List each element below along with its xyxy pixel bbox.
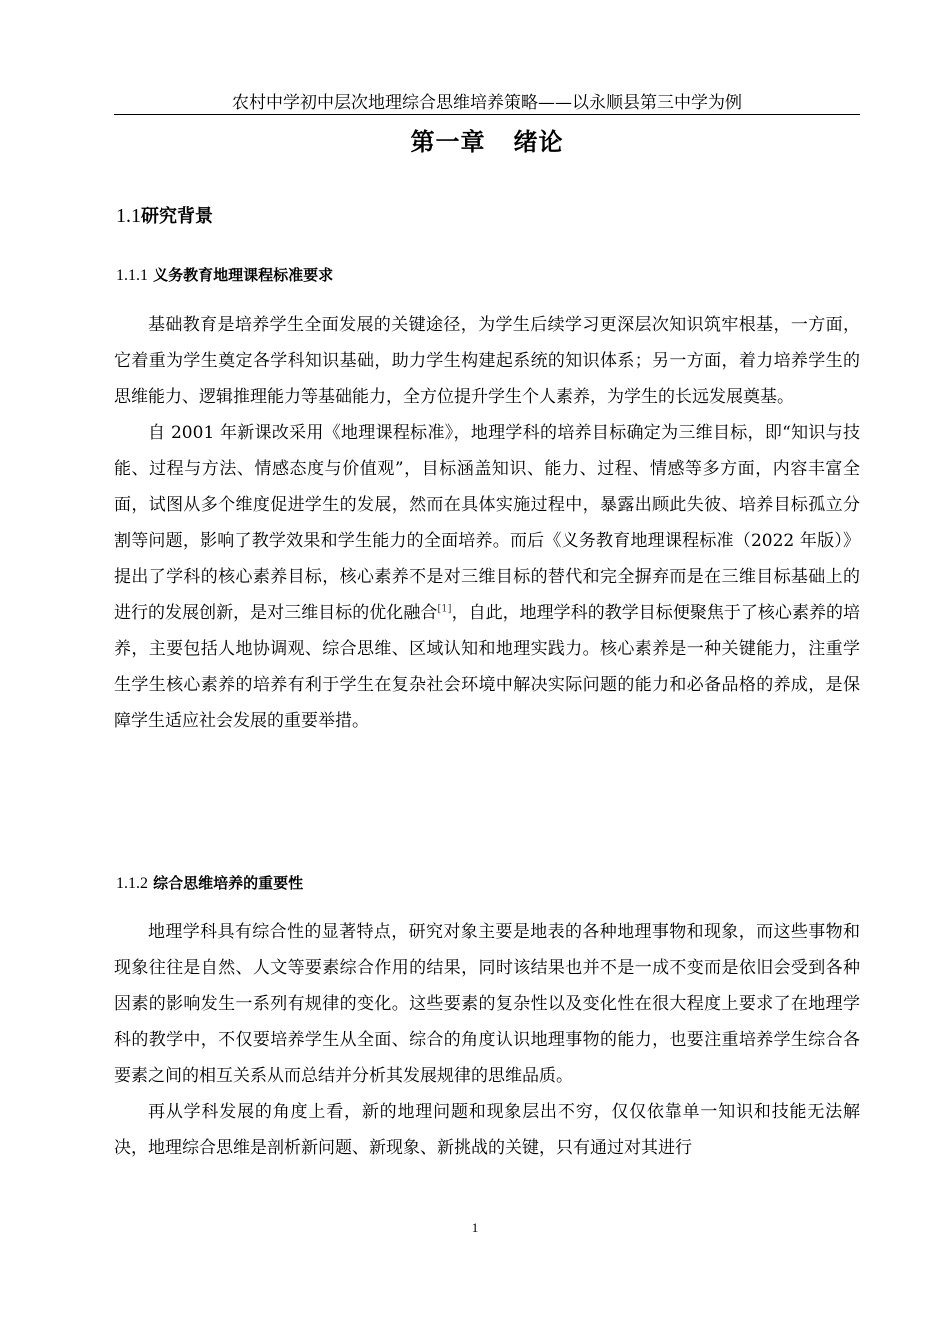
paragraph: 基础教育是培养学生全面发展的关键途径，为学生后续学习更深层次知识筑牢根基，一方面，它着重为学生奠定各学科知识基础，助力学生构建起系统的知识体系；另一方面，着力培养学生的思维能力、逻辑推理能力等基础能力，全方位提升学生个人素养，为学生的长远发展奠基。: [114, 315, 860, 407]
subsection-number: 1.1.2: [116, 875, 148, 892]
subsection-number: 1.1.1: [116, 267, 148, 284]
paragraph: 再从学科发展的角度上看，新的地理问题和现象层出不穷，仅仅依靠单一知识和技能无法解决，地理综合思维是剖析新问题、新现象、新挑战的关键，只有通过对其进行: [114, 1102, 860, 1158]
paragraph: 地理学科具有综合性的显著特点，研究对象主要是地表的各种地理事物和现象，而这些事物和现象往往是自然、人文等要素综合作用的结果，同时该结果也并不是一成不变而是依旧会受到各种因素的影响发生一系列有规律的变化。这些要素的复杂性以及变化性在很大程度上要求了在地理学科的教学中，不仅要培养学生从全面、综合的角度认识地理事物的能力，也要注重培养学生综合各要素之间的相互关系从而总结并分析其发展规律的思维品质。: [114, 922, 860, 1086]
section-title: 研究背景: [141, 206, 213, 227]
body-text-1-1-2: [114, 914, 860, 1166]
section-number: 1.1: [116, 205, 141, 227]
citation-marker: [1]: [437, 603, 452, 615]
chapter-number: 第一章: [410, 128, 486, 156]
chapter-name: 绪论: [513, 128, 564, 156]
subsection-title: 义务教育地理课程标准要求: [153, 266, 334, 284]
chapter-title: [114, 126, 860, 158]
page-number: 1: [471, 1220, 479, 1235]
paragraph-text: ，自此，地理学科的教学目标便聚焦于了核心素养的培养，主要包括人地协调观、综合思维、区域认知和地理实践力。核心素养是一种关键能力，注重学生学生核心素养的培养有利于学生在复杂社会环境中解决实际问题的能力和必备品格的养成，是保障学生适应社会发展的重要举措。: [114, 603, 861, 731]
running-header: 农村中学初中层次地理综合思维培养策略——以永顺县第三中学为例: [232, 93, 742, 113]
subsection-title: 综合思维培养的重要性: [153, 874, 304, 892]
paragraph-text: 自 2001 年新课改采用《地理课程标准》，地理学科的培养目标确定为三维目标，即“知识与技能、过程与方法、情感态度与价值观”，目标涵盖知识、能力、过程、情感等多方面，内容丰富全面，试图从多个维度促进学生的发展，然而在具体实施过程中，暴露出顾此失彼、培养目标孤立分割等问题，影响了教学效果和学生能力的全面培养。而后《义务教育地理课程标准（2022 年版）》提出了学科的核心素养目标，核心素养不是对三维目标的替代和完全摒弃而是在三维目标基础上的进行的发展创新，是对三维目标的优化融合: [114, 423, 860, 623]
body-text-1-1-1: [114, 307, 860, 739]
paragraph: [114, 415, 860, 739]
subsection-heading-1-1-2: [116, 872, 303, 895]
header-rule: [114, 114, 860, 115]
subsection-heading-1-1-1: [116, 264, 333, 287]
section-heading-1-1: [116, 202, 213, 230]
